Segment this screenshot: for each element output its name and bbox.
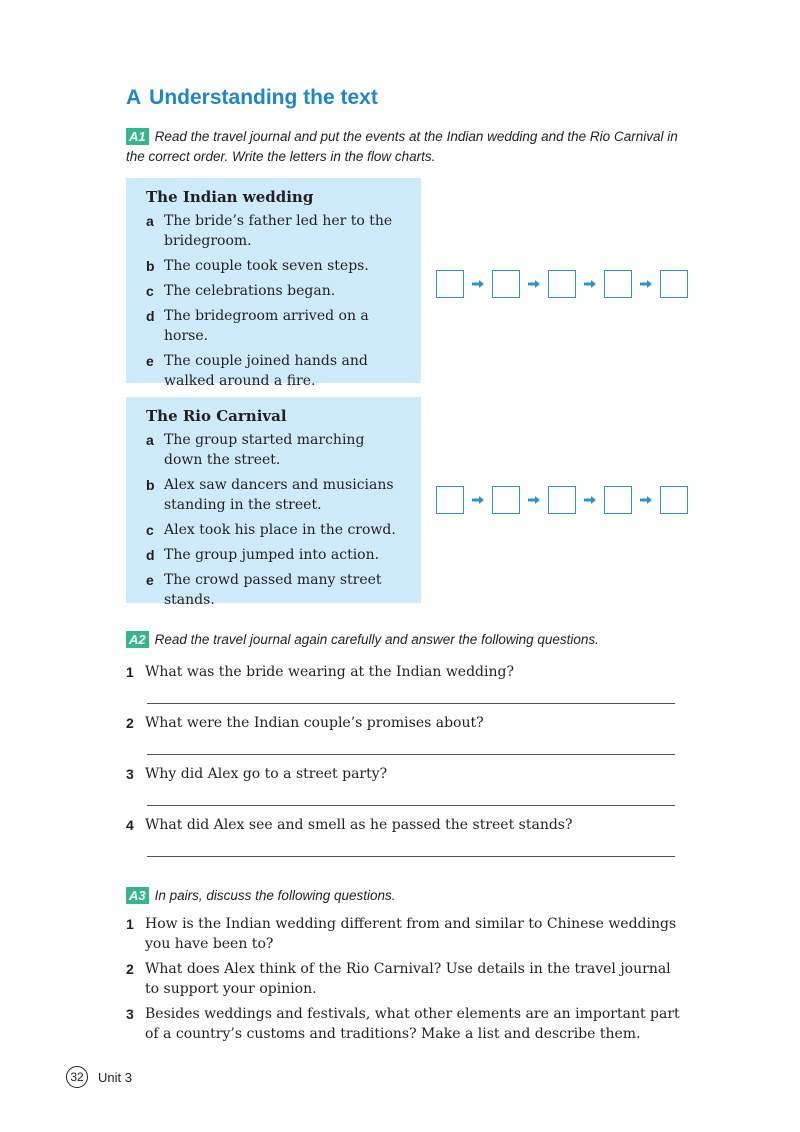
event-text: The bridegroom arrived on a horse.: [164, 308, 369, 344]
a1-instruction-block: [126, 127, 686, 167]
event-item: [146, 351, 407, 391]
a2-instruction-block: [126, 630, 686, 650]
answer-line[interactable]: [147, 856, 675, 857]
arrow-right-icon: [464, 280, 492, 288]
arrow-right-icon: [632, 496, 660, 504]
event-letter: e: [146, 572, 154, 588]
event-text: The group started marching down the street.: [164, 432, 365, 468]
question-text: What does Alex think of the Rio Carnival? Use details in the travel journal to support your opinion.: [145, 961, 671, 997]
answer-slot[interactable]: [548, 486, 576, 514]
answer-slot[interactable]: [660, 270, 688, 298]
event-item: [146, 306, 407, 346]
question-text: What was the bride wearing at the Indian wedding?: [145, 664, 514, 680]
answer-slot[interactable]: [660, 486, 688, 514]
event-item: [146, 211, 407, 251]
indian-flow-chart: [436, 270, 688, 298]
arrow-right-icon: [576, 496, 604, 504]
a2-question: [126, 662, 686, 682]
section-title: [126, 86, 378, 110]
section-letter: A: [126, 86, 142, 109]
answer-slot[interactable]: [492, 486, 520, 514]
question-text: Why did Alex go to a street party?: [145, 766, 388, 782]
page-number: 32: [66, 1066, 88, 1088]
event-text: The couple took seven steps.: [164, 258, 369, 274]
question-number: 3: [126, 766, 134, 782]
answer-slot[interactable]: [492, 270, 520, 298]
section-heading: Understanding the text: [149, 86, 378, 109]
event-item: [146, 256, 407, 276]
answer-slot[interactable]: [604, 486, 632, 514]
event-letter: c: [146, 283, 154, 299]
question-number: 2: [126, 961, 134, 977]
event-letter: b: [146, 477, 155, 493]
a3-instruction-block: [126, 886, 686, 906]
rio-flow-chart: [436, 486, 688, 514]
arrow-right-icon: [576, 280, 604, 288]
question-number: 1: [126, 664, 134, 680]
unit-label: Unit 3: [98, 1069, 132, 1085]
task-tag-a3: A3: [126, 887, 149, 904]
event-text: The bride’s father led her to the bridegroom.: [164, 213, 393, 249]
event-text: Alex saw dancers and musicians standing in the street.: [164, 477, 394, 513]
question-text: What did Alex see and smell as he passed the street stands?: [145, 817, 573, 833]
event-item: [146, 475, 407, 515]
a3-instruction: In pairs, discuss the following questions.: [154, 888, 396, 903]
event-item: [146, 281, 407, 301]
event-text: The group jumped into action.: [164, 547, 380, 563]
a3-question: [126, 1004, 686, 1044]
event-letter: c: [146, 522, 154, 538]
rio-carnival-title: The Rio Carnival: [146, 407, 287, 425]
answer-slot[interactable]: [436, 270, 464, 298]
answer-line[interactable]: [147, 703, 675, 704]
rio-carnival-box: [126, 397, 421, 608]
a2-question: [126, 764, 686, 784]
event-letter: d: [146, 308, 155, 324]
indian-wedding-title: The Indian wedding: [146, 188, 314, 206]
event-text: The crowd passed many street stands.: [164, 572, 382, 608]
arrow-right-icon: [520, 496, 548, 504]
event-item: [146, 545, 407, 565]
answer-line[interactable]: [147, 805, 675, 806]
event-item: [146, 520, 407, 540]
arrow-right-icon: [464, 496, 492, 504]
indian-wedding-box: [126, 178, 421, 389]
event-letter: e: [146, 353, 154, 369]
page-footer: [66, 1066, 132, 1088]
question-number: 1: [126, 916, 134, 932]
answer-slot[interactable]: [604, 270, 632, 298]
answer-line[interactable]: [147, 754, 675, 755]
question-number: 2: [126, 715, 134, 731]
event-item: [146, 430, 407, 470]
question-text: Besides weddings and festivals, what other elements are an important part of a country’s customs and traditions? Make a list and describe them.: [145, 1006, 680, 1042]
a2-instruction: Read the travel journal again carefully and answer the following questions.: [154, 632, 599, 647]
event-letter: a: [146, 213, 154, 229]
a3-question: [126, 914, 686, 954]
event-text: The celebrations began.: [164, 283, 336, 299]
arrow-right-icon: [520, 280, 548, 288]
a2-question: [126, 713, 686, 733]
event-text: Alex took his place in the crowd.: [164, 522, 396, 538]
task-tag-a1: A1: [126, 128, 149, 145]
event-letter: d: [146, 547, 155, 563]
question-text: How is the Indian wedding different from and similar to Chinese weddings you have been to?: [145, 916, 677, 952]
task-tag-a2: A2: [126, 631, 149, 648]
arrow-right-icon: [632, 280, 660, 288]
question-number: 4: [126, 817, 134, 833]
question-text: What were the Indian couple’s promises about?: [145, 715, 484, 731]
event-letter: b: [146, 258, 155, 274]
answer-slot[interactable]: [548, 270, 576, 298]
a1-instruction: Read the travel journal and put the events at the Indian wedding and the Rio Carnival in the correct order. Write the letters in the flow charts.: [126, 129, 678, 164]
event-item: [146, 570, 407, 610]
question-number: 3: [126, 1006, 134, 1022]
event-text: The couple joined hands and walked around a fire.: [164, 353, 368, 389]
event-letter: a: [146, 432, 154, 448]
answer-slot[interactable]: [436, 486, 464, 514]
a2-question: [126, 815, 686, 835]
a3-question: [126, 959, 686, 999]
